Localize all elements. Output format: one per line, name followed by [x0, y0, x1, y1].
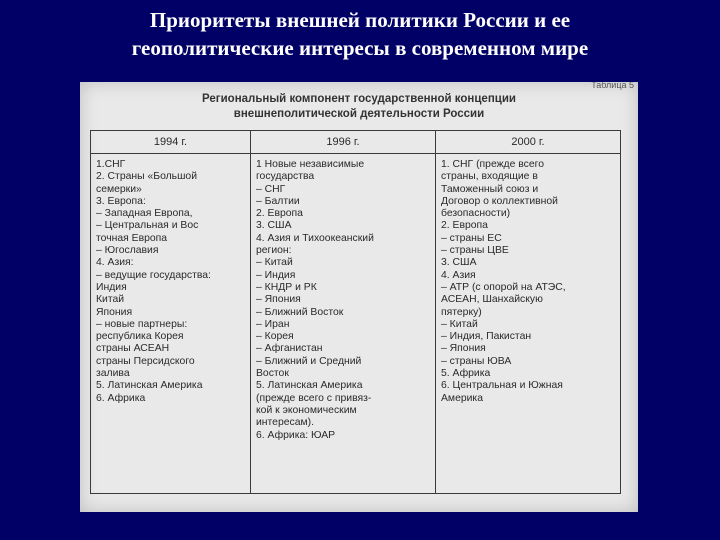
- table-cell-line: пятерку): [441, 306, 482, 318]
- table-cell-line: 6. Африка: [96, 392, 146, 404]
- table-cell-line: 4. Азия:: [96, 257, 134, 269]
- table-cell-line: 1. СНГ (прежде всего: [441, 159, 544, 170]
- slide-title-line-1: Приоритеты внешней политики России и ее: [149, 8, 571, 32]
- table-cell-line: – ведущие государства:: [96, 269, 211, 281]
- table-cell-line: 4. Азия и Тихоокеанский: [256, 232, 374, 244]
- table-cell-line: – Индия: [256, 269, 296, 281]
- slide-title-line-2: геополитические интересы в современном мире: [131, 36, 589, 60]
- table-cell-line: – страны ЕС: [441, 232, 502, 244]
- table-cell-line: (прежде всего с привяз-: [256, 392, 372, 404]
- table-cell-line: точная Европа: [96, 232, 168, 244]
- table-cell-line: 2. Европа: [441, 220, 488, 232]
- table-cell-line: семерки»: [96, 183, 142, 195]
- cell-1994: [91, 154, 251, 494]
- table-cell-line: – Китай: [256, 257, 293, 269]
- table-cell-line: – Иран: [256, 318, 290, 330]
- column-header-1996: 1996 г.: [251, 131, 436, 154]
- table-cell-line: – Западная Европа,: [96, 208, 193, 220]
- table-cell-line: – Япония: [256, 294, 301, 306]
- document-title-line-1: Региональный компонент государственной концепции: [202, 93, 516, 105]
- table-cell-line: государства: [256, 171, 315, 183]
- table-header-row: [91, 131, 621, 154]
- table-cell-line: 6. Африка: ЮАР: [256, 429, 336, 441]
- table-cell-line: 6. Центральная и Южная: [441, 380, 563, 392]
- table-body-row: [91, 154, 621, 494]
- table-cell-line: 3. США: [441, 257, 477, 269]
- table-cell-line: страны, входящие в: [441, 171, 538, 183]
- table-number-note: Таблица 5: [591, 82, 634, 90]
- table-cell-line: – страны ЦВЕ: [441, 245, 509, 257]
- document-title: [80, 92, 638, 122]
- table-cell-line: регион:: [256, 245, 292, 257]
- column-header-2000: 2000 г.: [436, 131, 621, 154]
- table-cell-line: 5. Латинская Америка: [256, 380, 363, 392]
- table-cell-line: – СНГ: [256, 183, 286, 195]
- slide-title: [0, 6, 720, 62]
- table-cell-line: залива: [96, 368, 130, 380]
- table-cell-line: – новые партнеры:: [96, 318, 188, 330]
- table-cell-line: Индия: [96, 281, 127, 293]
- table-cell-line: – Балтии: [256, 195, 300, 207]
- table-cell-line: интересам).: [256, 417, 314, 429]
- table-cell-line: Китай: [96, 294, 125, 306]
- table-cell-line: Япония: [96, 306, 133, 318]
- table-cell-line: 3. Европа:: [96, 195, 146, 207]
- table-cell-line: – Ближний Восток: [256, 306, 344, 318]
- table-cell-line: 5. Африка: [441, 368, 491, 380]
- table-cell-line: – Центральная и Вос: [96, 220, 199, 232]
- table-cell-line: страны Персидского: [96, 355, 195, 367]
- table-cell-line: – Китай: [441, 318, 478, 330]
- table-cell-line: кой к экономическим: [256, 404, 357, 416]
- table-cell-line: республика Корея: [96, 331, 184, 343]
- table-cell-line: 2. Страны «Большой: [96, 171, 198, 183]
- table-cell-line: безопасности): [441, 208, 511, 220]
- table-cell-line: Договор о коллективной: [441, 195, 558, 207]
- document-title-line-2: внешнеполитической деятельности России: [233, 108, 485, 120]
- scanned-table-image: [80, 82, 638, 512]
- table-cell-line: Восток: [256, 368, 289, 380]
- cell-2000: [436, 154, 621, 494]
- regional-priorities-table: [90, 130, 621, 494]
- table-cell-line: – КНДР и РК: [256, 281, 317, 293]
- table-cell-line: 1 Новые независимые: [256, 159, 365, 170]
- table-cell-line: 4. Азия: [441, 269, 476, 281]
- table-cell-line: 1.СНГ: [96, 159, 126, 170]
- table-cell-line: – АТР (с опорой на АТЭС,: [441, 281, 566, 293]
- table-cell-line: – Корея: [256, 331, 294, 343]
- table-cell-line: Таможенный союз и: [441, 183, 539, 195]
- table-cell-line: – Афганистан: [256, 343, 323, 355]
- cell-1996: [251, 154, 436, 494]
- table-cell-line: – Япония: [441, 343, 486, 355]
- table-cell-line: АСЕАН, Шанхайскую: [441, 294, 543, 306]
- table-cell-line: – страны ЮВА: [441, 355, 512, 367]
- table-cell-line: 3. США: [256, 220, 292, 232]
- table-cell-line: страны АСЕАН: [96, 343, 170, 355]
- table-cell-line: Америка: [441, 392, 483, 404]
- table-cell-line: 2. Европа: [256, 208, 303, 220]
- table-cell-line: – Югославия: [96, 245, 159, 257]
- table-cell-line: – Индия, Пакистан: [441, 331, 532, 343]
- table-cell-line: 5. Латинская Америка: [96, 380, 203, 392]
- table-cell-line: – Ближний и Средний: [256, 355, 362, 367]
- column-header-1994: 1994 г.: [91, 131, 251, 154]
